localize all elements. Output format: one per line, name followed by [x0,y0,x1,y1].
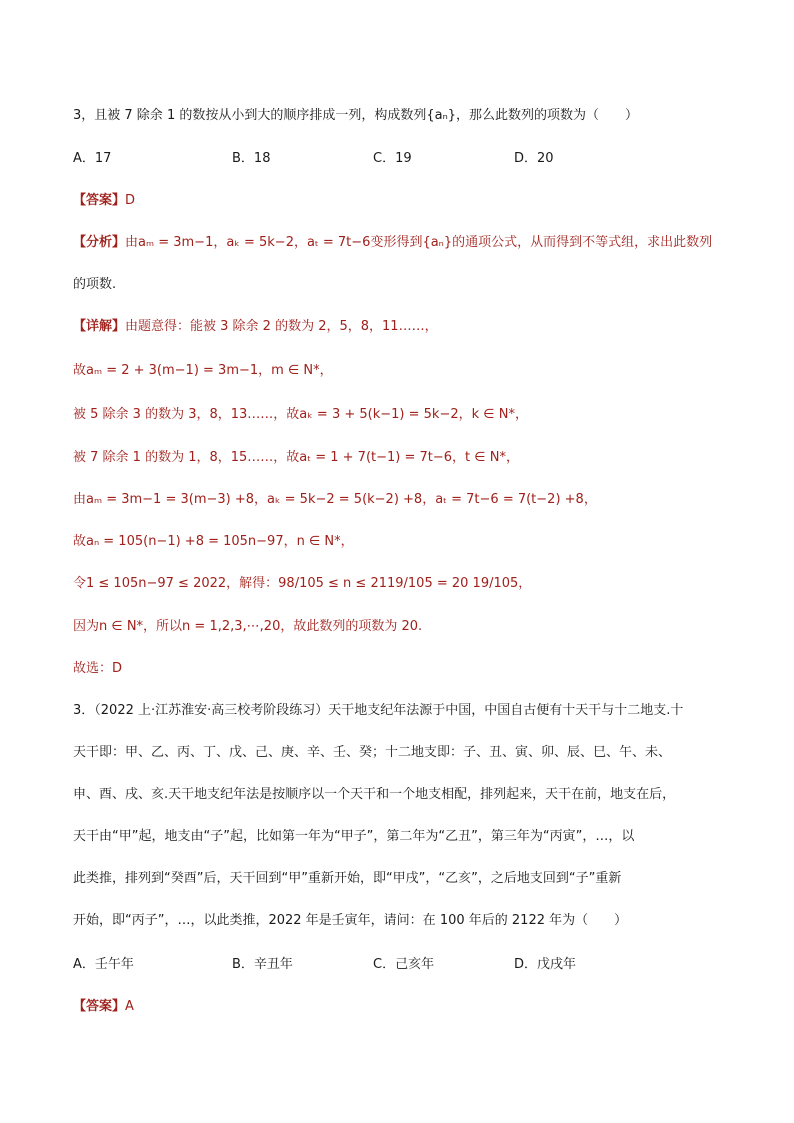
analysis-line-2: 的项数. [73,277,117,292]
detail-line-4: 被 7 除余 1 的数为 1，8，15……，故aₜ = 1 + 7(t−1) = 7t−6，t ∈ N*， [73,450,519,465]
question-stem [73,106,638,126]
analysis-text-1: 由aₘ = 3m−1，aₖ = 5k−2，aₜ = 7t−6变形得到{aₙ}的通项公式，从而得到不等式组，求出此数列 [125,235,713,250]
stem-text: 3，且被 7 除余 1 的数按从小到大的顺序排成一列，构成数列{aₙ}，那么此数列的项数为（ ） [73,108,639,123]
q3-answer-value: A [125,999,134,1014]
answer-value: D [125,193,136,208]
conclusion-line: 故选：D [73,661,123,676]
q3-answer-line [73,997,134,1017]
q3-line-3: 申、酉、戌、亥.天干地支纪年法是按顺序以一个天干和一个地支相配，排列起来，天干在前，地支在后， [73,787,676,802]
detail-line-7: 令1 ≤ 105n−97 ≤ 2022，解得：98/105 ≤ n ≤ 2119/105 = 20 19/105， [73,576,532,591]
q3-answer-tag: 【答案】 [73,999,126,1014]
q3-option-c: C．己亥年 [373,957,435,972]
detail-line-3: 被 5 除余 3 的数为 3，8，13……，故aₖ = 3 + 5(k−1) = 5k−2，k ∈ N*， [73,407,528,422]
q3-line-6: 开始，即“丙子”，…，以此类推，2022 年是壬寅年，请问：在 100 年后的 2122 年为（ ） [73,913,628,928]
answer-line [73,191,135,211]
option-b: B．18 [232,151,271,166]
q3-line-4: 天干由“甲”起，地支由“子”起，比如第一年为“甲子”，第二年为“乙丑”，第三年为“丙寅”，…，以 [73,829,635,844]
q3-option-a: A．壬午年 [73,957,134,972]
detail-tag: 【详解】 [73,319,126,334]
analysis-line-1 [73,233,712,253]
answer-tag: 【答案】 [73,193,126,208]
q3-option-d: D．戊戌年 [514,957,577,972]
detail-line-1 [73,317,438,337]
detail-line-8: 因为n ∈ N*，所以n = 1,2,3,⋯,20，故此数列的项数为 20. [73,619,423,634]
q3-line-1: 3．（2022 上·江苏淮安·高三校考阶段练习）天干地支纪年法源于中国，中国自古便有十天干与十二地支.十 [73,703,684,718]
detail-line-2: 故aₘ = 2 + 3(m−1) = 3m−1，m ∈ N*， [73,363,333,378]
q3-option-b: B．辛丑年 [232,957,293,972]
option-a: A．17 [73,151,112,166]
option-d: D．20 [514,151,554,166]
analysis-tag: 【分析】 [73,235,126,250]
q3-line-2: 天干即：甲、乙、丙、丁、戊、己、庚、辛、壬、癸；十二地支即：子、丑、寅、卯、辰、巳、午、未、 [73,745,672,760]
detail-line-6: 故aₙ = 105(n−1) +8 = 105n−97，n ∈ N*， [73,534,354,549]
q3-line-5: 此类推，排列到“癸酉”后，天干回到“甲”重新开始，即“甲戌”，“乙亥”，之后地支回到“子”重新 [73,871,622,886]
detail-line-5: 由aₘ = 3m−1 = 3(m−3) +8，aₖ = 5k−2 = 5(k−2) +8，aₜ = 7t−6 = 7(t−2) +8， [73,492,597,507]
option-c: C．19 [373,151,412,166]
detail-text-1: 由题意得：能被 3 除余 2 的数为 2，5，8，11……， [125,319,438,334]
